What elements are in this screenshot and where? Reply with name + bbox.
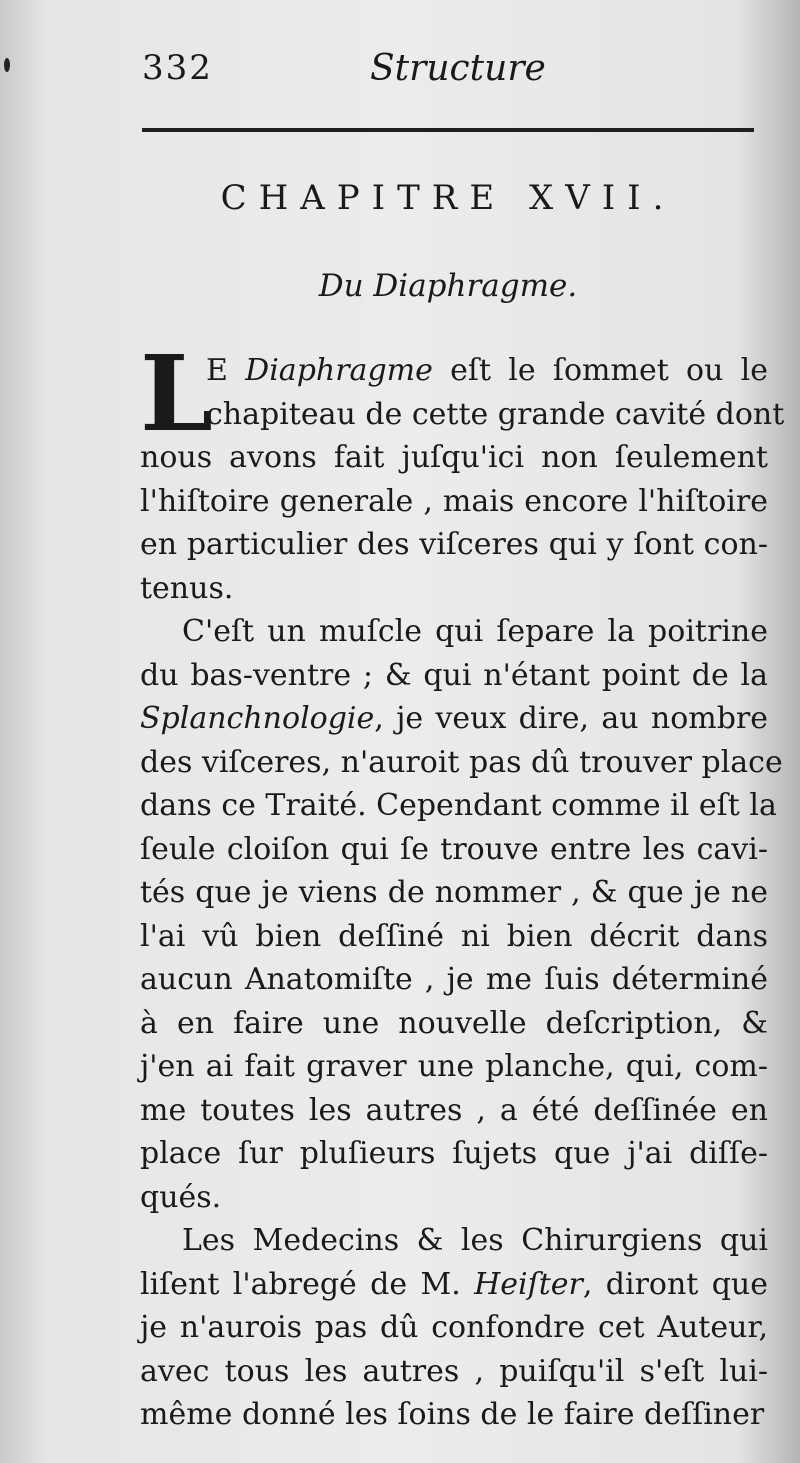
text-run: eſt le ſommet ou le [432,353,768,388]
page-header [142,48,752,98]
text-run: liſent l'abregé de M. [140,1266,475,1302]
text-line [140,915,768,959]
running-title: Structure [370,48,546,89]
text-run: Les Medecins & les Chirurgiens qui [182,1223,768,1258]
text-run: des viſceres, n'auroit pas dû trouver place [140,744,783,780]
text-run: E [206,353,246,388]
text-line [140,1176,768,1220]
text-line [140,828,768,872]
text-run: C'eſt un muſcle qui ſepare la poitrine [182,614,768,649]
text-line [140,1393,768,1437]
italic-text-run: Heiſter [474,1266,583,1302]
chapter-title: CHAPITRE XVII. [220,178,676,218]
text-line [140,567,768,611]
text-line [140,610,768,654]
text-line [140,1306,768,1350]
text-run: l'hiſtoire generale , mais encore l'hiſtoire [140,483,768,519]
text-run: me toutes les autres , a été deſſinée en [140,1092,768,1128]
text-line [140,871,768,915]
text-run: dans ce Traité. Cependant comme il eſt la [140,788,777,823]
text-run: tés que je viens de nommer , & que je ne [140,875,768,910]
text-run: à en faire une nouvelle deſcription, & [140,1005,768,1041]
margin-ink-mark [4,58,10,72]
text-line [140,784,777,828]
text-line [140,741,783,785]
text-line [140,1089,768,1133]
text-line [140,523,768,567]
text-run: , diront que [582,1266,769,1302]
text-run: j'en ai fait graver une planche, qui, com- [140,1049,768,1084]
text-run: je n'aurois pas dû confondre cet Auteur, [140,1310,768,1345]
body-text [140,349,785,1437]
text-line [140,480,768,524]
text-run: ſeule cloiſon qui ſe trouve entre les cavi- [140,831,768,867]
text-line [140,349,768,393]
text-run: aucun Anatomiſte , je me ſuis déterminé [140,962,768,997]
page-number: 332 [142,48,213,88]
text-run: tenus. [140,570,234,606]
text-line [140,436,768,480]
text-line [140,1132,768,1176]
text-line [140,958,768,1002]
text-run: , je veux dire, au nombre [374,701,768,736]
text-run: chapiteau de cette grande cavité dont [206,396,785,432]
text-run: avec tous les autres , puiſqu'il s'eſt lui- [140,1353,768,1389]
text-line [140,1350,768,1394]
text-run: qués. [140,1179,222,1215]
header-rule [142,128,754,132]
text-line [140,393,785,437]
text-run: place ſur pluſieurs ſujets que j'ai diſſe- [140,1136,768,1171]
text-line [140,1045,768,1089]
text-line [140,697,768,741]
text-line [140,1002,768,1046]
text-line [140,1263,768,1307]
text-line [140,1219,768,1263]
italic-text-run: Splanchnologie [140,701,375,736]
text-run: en particulier des viſceres qui y ſont con- [140,527,768,562]
text-run: nous avons fait juſqu'ici non ſeulement [140,440,768,475]
text-line [140,654,768,698]
text-run: même donné les ſoins de le faire deſſiner [140,1397,765,1432]
text-run: l'ai vû bien deſſiné ni bien décrit dans [140,918,768,954]
text-run: du bas-ventre ; & qui n'étant point de la [140,657,768,693]
italic-text-run: Diaphragme [245,353,433,388]
chapter-subtitle: Du Diaphragme. [318,268,578,304]
drop-cap: L [140,332,214,455]
